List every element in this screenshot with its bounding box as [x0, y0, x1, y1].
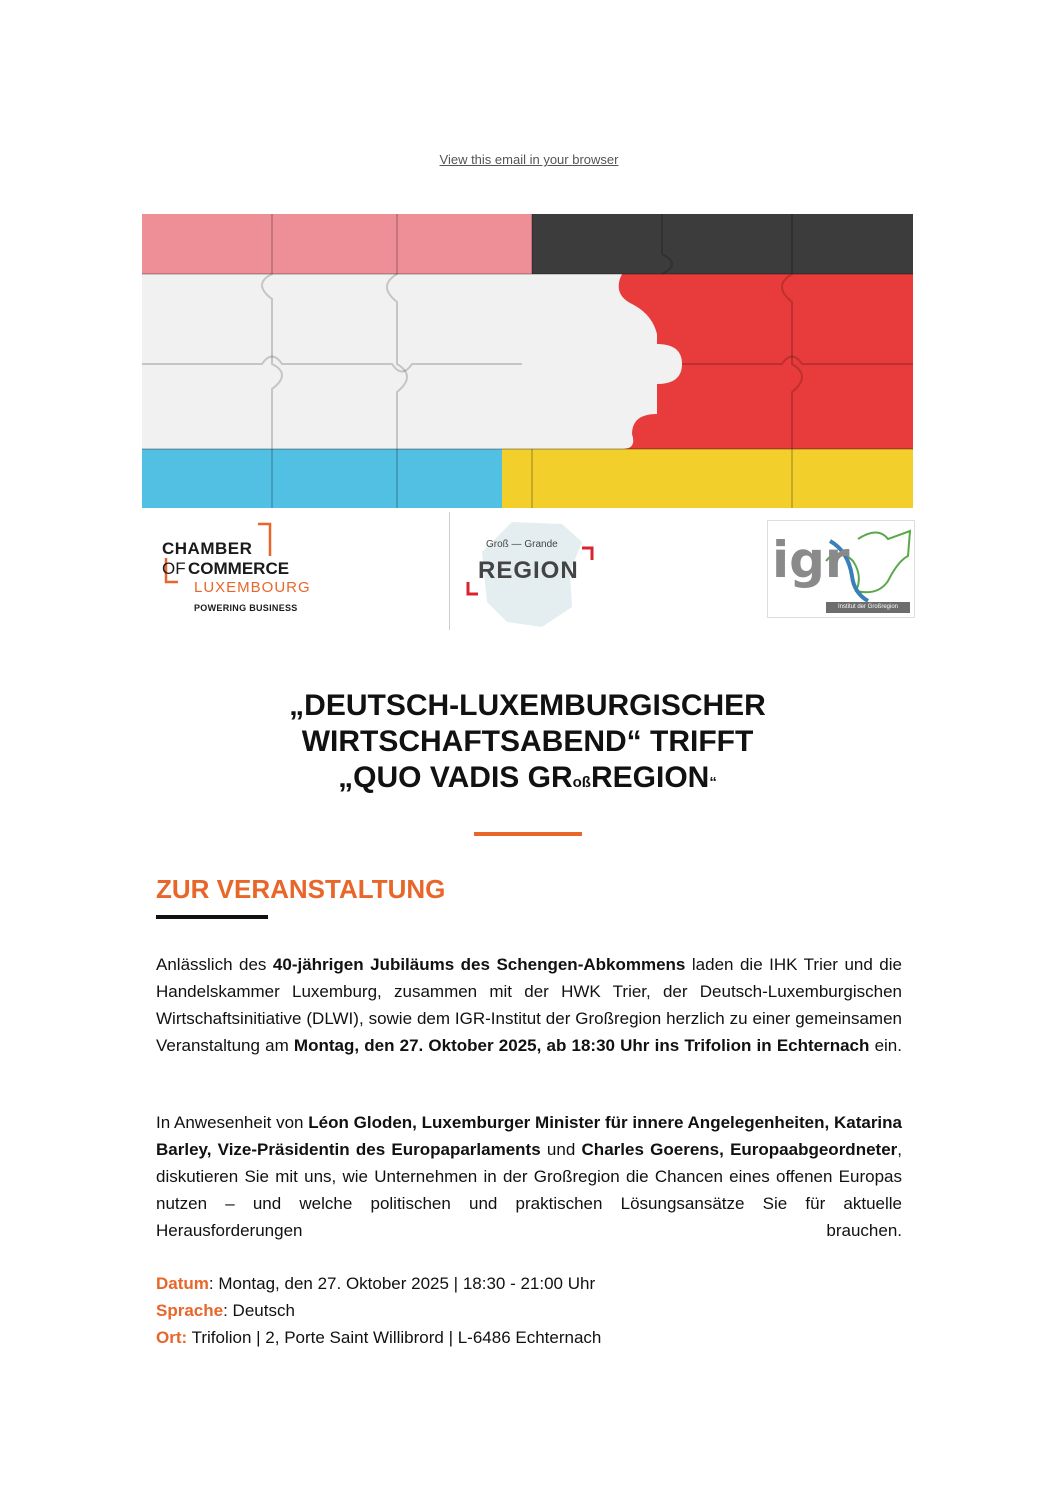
grossregion-logo-top: Groß — Grande [486, 539, 558, 550]
chamber-logo-line2b: COMMERCE [188, 559, 290, 578]
view-in-browser-link[interactable]: View this email in your browser [439, 152, 619, 167]
detail-language [156, 1297, 902, 1324]
grossregion-logo-main: REGION [478, 557, 579, 584]
speakers-paragraph [156, 1109, 902, 1244]
p2-text3: , diskutieren Sie mit uns, wie Unternehmen in der Großregion die Chancen eines offenen Europas nutzen – und welche politischen und praktischen Lösungsansätze Sie für aktuelle Herausforderungen brauchen. [156, 1140, 903, 1240]
p1-bold1: 40-jährigen Jubiläums des Schengen-Abkommens [272, 955, 686, 974]
p1-text3: ein. [869, 1036, 902, 1055]
detail-date-sep: : [208, 1274, 219, 1293]
section-heading: ZUR VERANSTALTUNG [156, 874, 446, 904]
p2-text2: und [540, 1140, 582, 1159]
detail-language-label: Sprache [156, 1301, 224, 1320]
event-title [142, 688, 913, 801]
p1-text1: Anlässlich des [156, 955, 273, 974]
p1-bold2: Montag, den 27. Oktober 2025, ab 18:30 Uhr ins Trifolion in Echternach [293, 1036, 870, 1055]
title-line3-part1: „QUO VADIS GR [338, 761, 573, 794]
title-line3-part2: REGION [590, 761, 710, 794]
chamber-logo-line3: LUXEMBOURG [194, 579, 311, 596]
p2-bold1: Léon Gloden, Luxemburger Minister für innere Angelegenheiten, Katarina Barley, Vize-Präsidentin des Europaparlaments [156, 1113, 902, 1159]
intro-paragraph [156, 951, 902, 1059]
igr-logo-text: igr [772, 531, 850, 589]
detail-location-value: Trifolion | 2, Porte Saint Willibrord | L-6486 Echternach [191, 1328, 602, 1347]
detail-language-sep: : [223, 1301, 233, 1320]
hero-flag-puzzle-image [142, 214, 913, 508]
title-line3 [142, 760, 913, 801]
detail-date-label: Datum [156, 1274, 209, 1293]
grossregion-logo [452, 512, 612, 630]
igr-logo-subtitle: Institut der Großregion [826, 602, 910, 613]
partner-logos [142, 510, 913, 634]
section-underline [156, 915, 268, 919]
title-underline [474, 832, 582, 836]
logo-divider [449, 512, 450, 630]
title-line3-quote: “ [709, 774, 717, 791]
p1-text2: laden die IHK Trier und die Handelskammer Luxemburg, zusammen mit der HWK Trier, der Deutsch-Luxemburgischen Wirtschaftsinitiative (DLWI), sowie dem IGR-Institut der Großregion herzlich zu einer gemeinsamen Veranstaltung am [156, 955, 902, 1055]
p2-text1: In Anwesenheit von [156, 1113, 309, 1132]
p2-bold2: Charles Goerens, Europaabgeordneter [581, 1140, 898, 1159]
detail-location [156, 1324, 902, 1351]
detail-language-value: Deutsch [232, 1301, 295, 1320]
title-line3-small: oß [572, 774, 591, 791]
chamber-logo-line2a: OF [162, 559, 186, 578]
chamber-logo-line4: POWERING BUSINESS [194, 603, 298, 613]
detail-date [156, 1270, 902, 1297]
title-line2: WIRTSCHAFTSABEND“ TRIFFT [301, 725, 754, 758]
title-line1: „DEUTSCH-LUXEMBURGISCHER [289, 689, 766, 722]
detail-location-label: Ort: [156, 1328, 188, 1347]
chamber-of-commerce-logo [158, 520, 328, 624]
detail-date-value: Montag, den 27. Oktober 2025 | 18:30 - 21:00 Uhr [218, 1274, 596, 1293]
igr-logo [767, 520, 915, 618]
chamber-logo-line1: CHAMBER [162, 539, 253, 558]
event-details [156, 1270, 902, 1351]
